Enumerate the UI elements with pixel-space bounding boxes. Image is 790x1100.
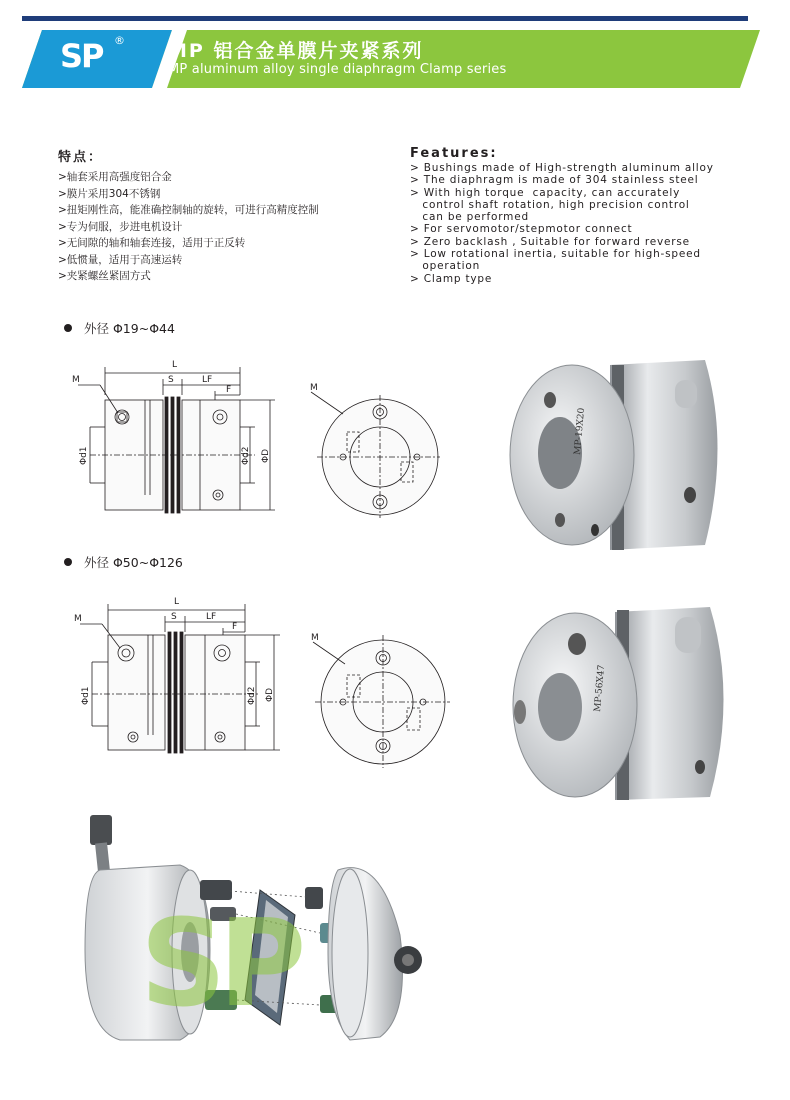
- dim-F: F: [226, 385, 232, 395]
- feature-en-item: control shaft rotation, high precision control: [410, 198, 690, 211]
- dim-d1: Φd1: [81, 686, 91, 705]
- feature-cn-item: >轴套采用高强度铝合金: [58, 171, 172, 183]
- feature-en-item: > With high torque capacity, can accurately: [410, 186, 681, 199]
- coupling-photo-small: [500, 355, 740, 555]
- front-view-drawing-large: [305, 630, 435, 770]
- dim-M: M: [74, 614, 82, 624]
- dim-d2: Φd2: [241, 446, 251, 465]
- coupling-photo-large: [505, 602, 745, 802]
- feature-en-item: > Low rotational inertia, suitable for high-speed: [410, 248, 701, 261]
- feature-en-item: can be performed: [410, 211, 529, 224]
- size-range-small: [64, 319, 175, 337]
- dim-D: ΦD: [265, 687, 275, 702]
- sp-logo: SP: [60, 37, 103, 75]
- dim-L: L: [172, 360, 178, 370]
- feature-en-item: > Clamp type: [410, 272, 493, 285]
- feature-cn-item: >低惯量，适用于高速运转: [58, 253, 183, 266]
- feature-en-item: > Zero backlash , Suitable for forward reverse: [410, 235, 690, 248]
- dim-M: M: [311, 633, 319, 643]
- top-rule: [22, 16, 748, 21]
- exploded-view-illustration: [80, 815, 430, 1055]
- product-marking-small: MP-19X20: [573, 407, 588, 456]
- dim-d2: Φd2: [247, 686, 257, 705]
- feature-en-item: > Bushings made of High-strength aluminum alloy: [410, 162, 714, 174]
- feature-en-item: operation: [410, 260, 481, 273]
- dim-D: ΦD: [261, 448, 271, 463]
- dim-LF: LF: [202, 375, 213, 385]
- feature-cn-item: >专为伺服，步进电机设计: [58, 220, 183, 233]
- page-title-en: MP aluminum alloy single diaphragm Clamp series: [168, 62, 507, 77]
- side-view-drawing-large: [60, 590, 290, 760]
- feature-cn-item: >扭矩刚性高，能准确控制轴的旋转，可进行高精度控制: [58, 204, 319, 216]
- dim-M: M: [310, 383, 318, 393]
- size-range-large-text: 外径 Φ50~Φ126: [84, 555, 183, 570]
- page-title-cn: MP 铝合金单膜片夹紧系列: [168, 40, 424, 62]
- side-view-drawing-small: [60, 355, 290, 525]
- feature-cn-item: >夹紧螺丝紧固方式: [58, 270, 151, 282]
- product-marking-large: MP-56X47: [593, 664, 608, 713]
- bullet-icon: [64, 558, 72, 566]
- dim-M: M: [72, 375, 80, 385]
- features-cn-heading: 特点：: [58, 150, 104, 165]
- dim-S: S: [168, 375, 174, 385]
- features-en: [410, 146, 740, 285]
- size-range-small-text: 外径 Φ19~Φ44: [84, 321, 175, 336]
- feature-en-item: > For servomotor/stepmotor connect: [410, 223, 633, 236]
- features-cn: [58, 146, 388, 285]
- dim-d1: Φd1: [79, 446, 89, 465]
- feature-cn-item: >膜片采用304不锈钢: [58, 187, 161, 200]
- features-en-heading: Features:: [410, 146, 498, 161]
- bullet-icon: [64, 324, 72, 332]
- registered-mark: ®: [114, 34, 125, 47]
- feature-en-item: > The diaphragm is made of 304 stainless steel: [410, 174, 699, 187]
- dim-L: L: [174, 597, 180, 607]
- dim-F: F: [232, 622, 238, 632]
- dim-LF: LF: [206, 612, 217, 622]
- front-view-drawing-small: [305, 383, 425, 520]
- sp-watermark: SP: [140, 895, 299, 1034]
- dim-S: S: [171, 612, 177, 622]
- feature-cn-item: >无间隙的轴和轴套连接，适用于正反转: [58, 237, 246, 249]
- size-range-large: [64, 553, 183, 571]
